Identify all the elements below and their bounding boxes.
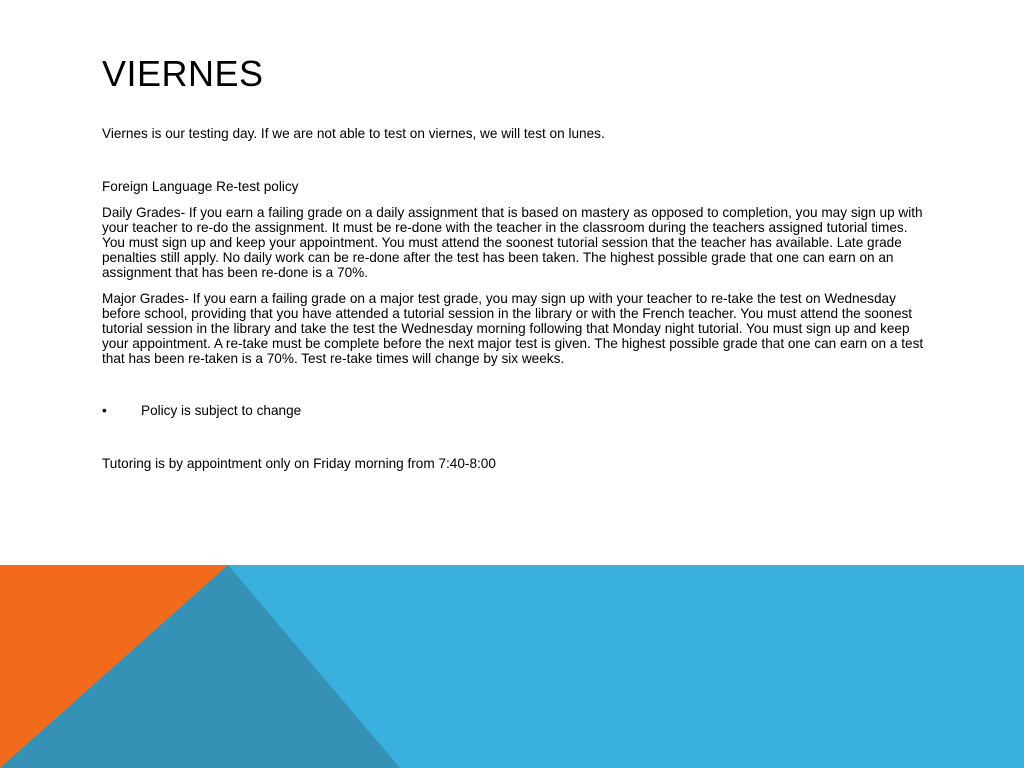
decorative-footer-band: [0, 565, 1024, 768]
intro-text: Viernes is our testing day. If we are not able to test on viernes, we will test on lunes.: [102, 126, 605, 141]
slide-body: [102, 126, 928, 471]
bullet-text: Policy is subject to change: [141, 403, 302, 418]
tutoring-text: Tutoring is by appointment only on Friday morning from 7:40-8:00: [102, 456, 496, 471]
footer-graphic: [0, 565, 1024, 768]
slide-title: VIERNES: [102, 53, 264, 94]
bullet-item: [102, 403, 928, 418]
daily-grades-paragraph: Daily Grades- If you earn a failing grade on a daily assignment that is based on mastery as opposed to completion, you may sign up with your teacher to re-do the assignment. It must be re-done with the teacher in the classroom during the teachers assigned tutorial times. You must sign up and keep your appointment. You must attend the soonest tutorial session that the teacher has available. Late grade penalties still apply. No daily work can be re-done after the test has been taken. The highest possible grade that one can earn on an assignment that has been re-done is a 70%.: [102, 205, 923, 280]
major-grades-paragraph: Major Grades- If you earn a failing grade on a major test grade, you may sign up with your teacher to re-take the test on Wednesday before school, providing that you have attended a tutorial session in the library or with the French teacher. You must attend the soonest tutorial session in the library and take the test the Wednesday morning following that Monday night tutorial. You must sign up and keep your appointment. A re-take must be complete before the next major test is given. The highest possible grade that one can earn on a test that has been re-taken is a 70%. Test re-take times will change by six weeks.: [102, 291, 924, 366]
bullet-icon: •: [102, 403, 107, 418]
policy-heading: Foreign Language Re-test policy: [102, 179, 299, 194]
